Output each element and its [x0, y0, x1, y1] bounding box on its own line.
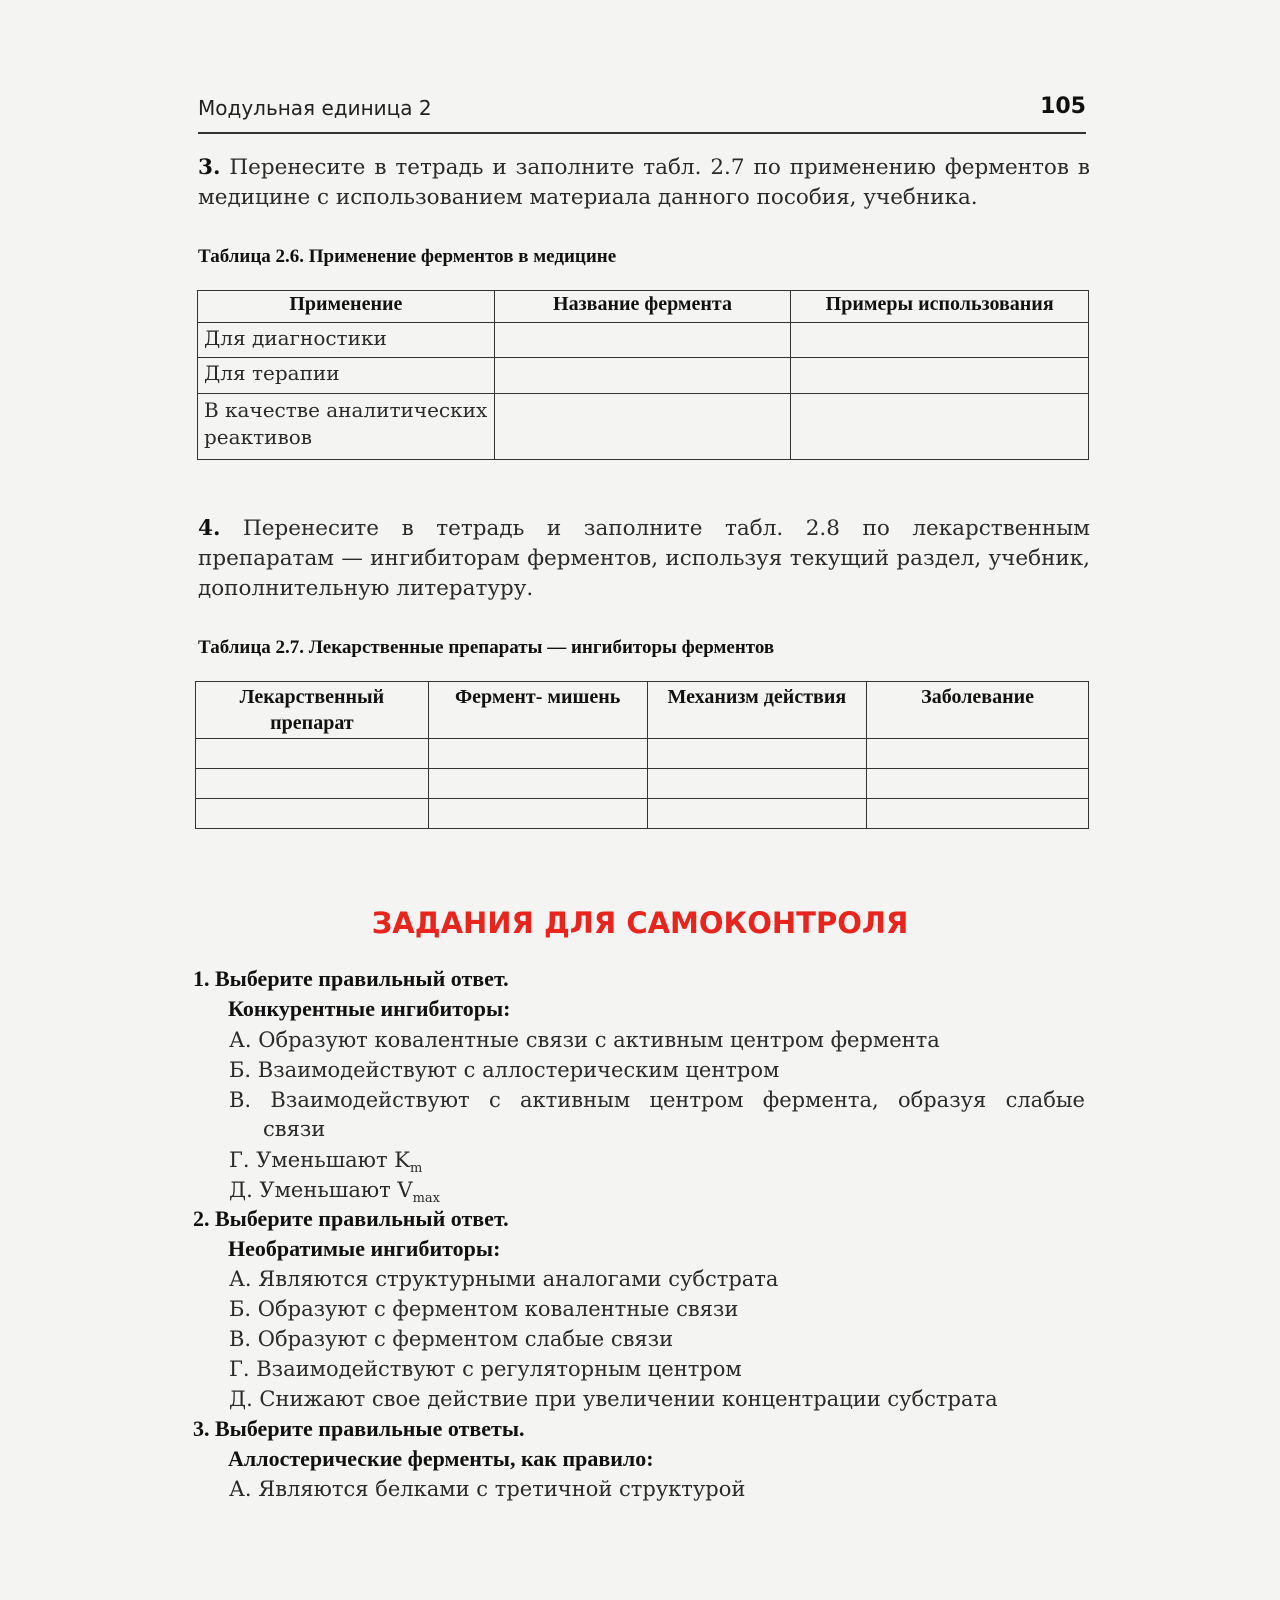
task-4-number: 4.	[198, 516, 221, 541]
page-number: 105	[1040, 94, 1086, 119]
table-cell	[791, 323, 1089, 358]
task-4	[198, 514, 1090, 604]
answer-option: А. Являются белками с третичной структурой	[229, 1477, 746, 1501]
table-cell	[867, 799, 1089, 829]
question-2-stem: Необратимые ингибиторы:	[228, 1236, 501, 1261]
table-cell	[428, 739, 647, 769]
task-3-text: Перенесите в тетрадь и заполните табл. 2.7 по применению ферментов в медицине с использованием материала данного пособия, учебника.	[198, 155, 1090, 210]
table-cell	[196, 769, 429, 799]
table-cell	[196, 739, 429, 769]
table-2-7-header-cell: Фермент- мишень	[428, 682, 647, 739]
question-2-prompt: 2. Выберите правильный ответ.	[193, 1206, 509, 1231]
table-2-7-caption: Таблица 2.7. Лекарственные препараты — ингибиторы ферментов	[198, 637, 775, 658]
task-3-number: 3.	[198, 155, 221, 180]
table-2-6-header-row	[198, 291, 1089, 323]
table-2-7-header-cell: Лекарственный препарат	[196, 682, 429, 739]
table-cell	[867, 769, 1089, 799]
table-2-6-header-cell: Название фермента	[494, 291, 791, 323]
table-cell	[428, 799, 647, 829]
table-2-7-header-cell: Механизм действия	[647, 682, 867, 739]
answer-option: Д. Снижают свое действие при увеличении концентрации субстрата	[229, 1387, 998, 1411]
table-cell: Для диагностики	[198, 323, 495, 358]
table-2-6-caption: Таблица 2.6. Применение ферментов в медицине	[198, 246, 617, 267]
question-1-prompt: 1. Выберите правильный ответ.	[193, 966, 509, 991]
table-2-6-header-cell: Примеры использования	[791, 291, 1089, 323]
table-cell	[494, 394, 791, 460]
vmax-subscript: max	[412, 1191, 440, 1206]
table-2-7-header-cell: Заболевание	[867, 682, 1089, 739]
table-2-7-header-row	[196, 682, 1089, 739]
answer-option-text: Д. Уменьшают V	[229, 1178, 413, 1202]
table-cell: В качестве аналитических реактивов	[198, 394, 495, 460]
table-cell	[647, 799, 867, 829]
answer-option: Г. Взаимодействуют с регуляторным центром	[229, 1357, 742, 1381]
km-subscript: m	[409, 1161, 423, 1176]
table-row	[198, 358, 1089, 394]
table-cell: Для терапии	[198, 358, 495, 394]
table-2-6-header-cell: Применение	[198, 291, 495, 323]
task-4-text: Перенесите в тетрадь и заполните табл. 2.8 по лекарственным препаратам — ингибиторам ферментов, используя текущий раздел, учебник, дополнительную литературу.	[198, 516, 1090, 601]
answer-option: А. Являются структурными аналогами субстрата	[229, 1267, 779, 1291]
table-row	[196, 739, 1089, 769]
question-3-prompt: 3. Выберите правильные ответы.	[193, 1416, 525, 1441]
answer-option: Б. Взаимодействуют с аллостерическим центром	[229, 1058, 780, 1082]
question-3-stem: Аллостерические ферменты, как правило:	[228, 1446, 654, 1471]
self-control-heading: ЗАДАНИЯ ДЛЯ САМОКОНТРОЛЯ	[371, 906, 909, 940]
answer-option: А. Образуют ковалентные связи с активным центром фермента	[229, 1028, 940, 1052]
answer-option: В. Образуют с ферментом слабые связи	[229, 1327, 674, 1351]
table-row	[198, 394, 1089, 460]
table-cell	[647, 739, 867, 769]
table-row	[196, 769, 1089, 799]
task-3	[198, 153, 1090, 213]
running-header	[198, 96, 1086, 134]
answer-option: В. Взаимодействуют с активным центром фермента, образуя слабые	[229, 1088, 1085, 1112]
table-cell	[428, 769, 647, 799]
table-row	[196, 799, 1089, 829]
question-1-stem: Конкурентные ингибиторы:	[228, 996, 511, 1021]
table-row	[198, 323, 1089, 358]
table-cell	[494, 358, 791, 394]
table-cell	[494, 323, 791, 358]
answer-option-text: Г. Уменьшают K	[229, 1148, 410, 1172]
section-title: Модульная единица 2	[198, 96, 432, 120]
answer-option-continuation: связи	[263, 1117, 326, 1141]
table-cell	[867, 739, 1089, 769]
table-cell	[791, 394, 1089, 460]
table-cell	[647, 769, 867, 799]
answer-option: Б. Образуют с ферментом ковалентные связи	[229, 1297, 739, 1321]
table-cell	[791, 358, 1089, 394]
table-2-7	[195, 681, 1089, 829]
table-cell	[196, 799, 429, 829]
table-2-6	[197, 290, 1089, 460]
